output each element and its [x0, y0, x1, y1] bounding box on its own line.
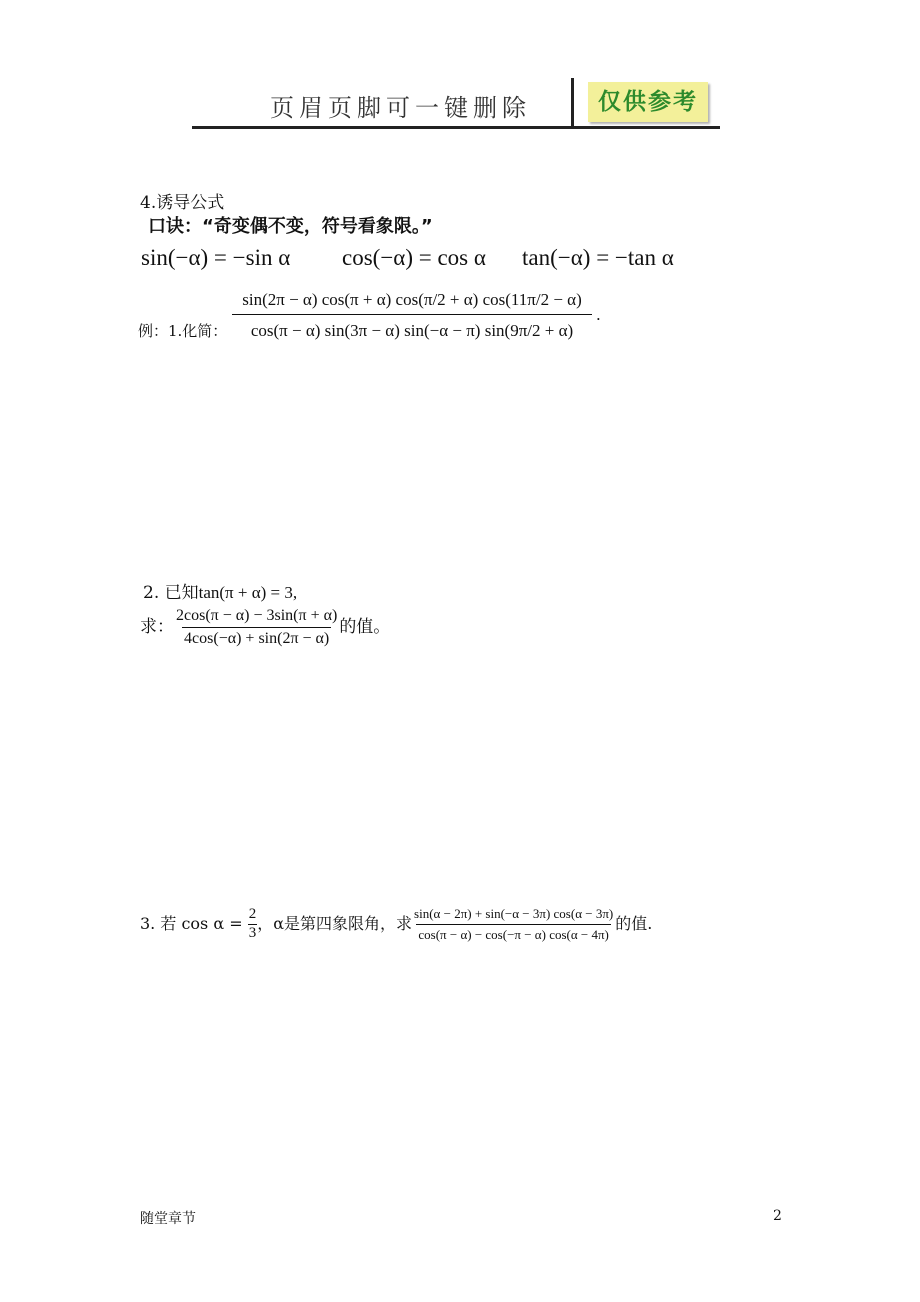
example2-given	[143, 578, 297, 603]
header-rule	[192, 126, 720, 129]
header-divider	[571, 78, 574, 128]
example3-numerator: sin(α − 2π) + sin(−α − 3π) cos(α − 3π)	[414, 906, 614, 921]
example1-label: 例：1.化简：	[138, 322, 228, 340]
example3-cos-numerator: 2	[248, 906, 257, 923]
identity-sin	[141, 245, 290, 271]
page-number: 2	[773, 1208, 782, 1224]
example1-expression	[232, 290, 601, 342]
example2-ask-suffix: 的值。	[339, 617, 391, 637]
example2-given-prefix: 2. 已知	[143, 583, 199, 603]
header-title: 页眉页脚可一键删除	[270, 94, 531, 122]
example3-denominator: cos(π − α) − cos(−π − α) cos(α − 4π)	[416, 924, 611, 943]
identity-tan	[522, 245, 674, 271]
example1-end: .	[596, 304, 601, 324]
example2-ask-prefix: 求：	[140, 617, 174, 637]
example2-given-expr: tan(π + α) = 3,	[198, 583, 298, 602]
section-title: 4.诱导公式	[140, 193, 225, 213]
example3-suffix: 的值.	[615, 914, 653, 933]
example2-numerator: 2cos(π − α) − 3sin(π + α)	[176, 607, 338, 624]
example1-numerator: sin(2π − α) cos(π + α) cos(π/2 + α) cos(11π/2 − α)	[242, 290, 582, 309]
example3-question	[140, 906, 652, 943]
example3-middle: ，α是第四象限角，求	[257, 914, 413, 933]
identity-sin-text: sin(−α) = −sin α	[141, 245, 291, 270]
example2-denominator: 4cos(−α) + sin(2π − α)	[182, 627, 331, 648]
reference-stamp: 仅供参考	[588, 82, 708, 122]
footer-text: 随堂章节	[140, 1211, 196, 1227]
identity-cos-text: cos(−α) = cos α	[342, 245, 486, 270]
example1-denominator: cos(π − α) sin(3π − α) sin(−α − π) sin(9π/2 + α)	[232, 314, 592, 341]
identity-cos	[342, 245, 486, 271]
example3-prefix: 3. 若 cos α =	[140, 914, 243, 933]
mnemonic: 口诀：“奇变偶不变，符号看象限。”	[148, 216, 433, 237]
identity-tan-text: tan(−α) = −tan α	[522, 245, 674, 270]
example2-question	[140, 607, 390, 648]
example3-cos-denominator: 3	[248, 925, 257, 941]
